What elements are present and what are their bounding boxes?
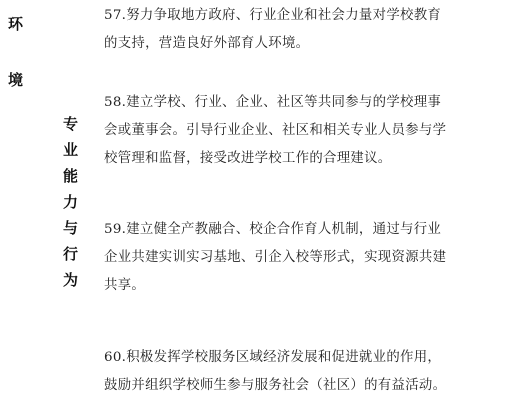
item-line: 57.努力争取地方政府、行业企业和社会力量对学校教育 — [104, 8, 442, 23]
subcategory-char: 能 — [63, 167, 79, 185]
item-line: 鼓励并组织学校师生参与服务社会（社区）的有益活动。 — [104, 378, 447, 393]
subcategory-column — [56, 0, 100, 410]
item-58 — [104, 89, 504, 173]
category-column — [0, 0, 56, 410]
subcategory-char: 与 — [63, 219, 79, 237]
subcategory-char: 行 — [63, 245, 79, 263]
items-column — [100, 0, 508, 410]
item-line: 校管理和监督，接受改进学校工作的合理建议。 — [104, 151, 392, 166]
item-line: 的支持，营造良好外部育人环境。 — [104, 36, 310, 51]
subcategory-char: 为 — [63, 271, 79, 289]
item-57 — [104, 2, 504, 58]
item-59 — [104, 216, 504, 300]
category-char: 环 — [8, 15, 24, 33]
item-line: 60.积极发挥学校服务区域经济发展和促进就业的作用， — [104, 350, 442, 365]
item-line: 企业共建实训实习基地、引企入校等形式，实现资源共建 — [104, 250, 447, 265]
subcategory-char: 专 — [63, 115, 79, 133]
item-line: 共享。 — [104, 278, 146, 293]
subcategory-char: 业 — [63, 141, 79, 159]
item-line: 58.建立学校、行业、企业、社区等共同参与的学校理事 — [104, 95, 442, 110]
subcategory-char: 力 — [63, 193, 79, 211]
item-60 — [104, 344, 504, 400]
category-char: 境 — [8, 71, 24, 89]
item-line: 59.建立健全产教融合、校企合作育人机制，通过与行业 — [104, 222, 442, 237]
item-line: 会或董事会。引导行业企业、社区和相关专业人员参与学 — [104, 123, 447, 138]
